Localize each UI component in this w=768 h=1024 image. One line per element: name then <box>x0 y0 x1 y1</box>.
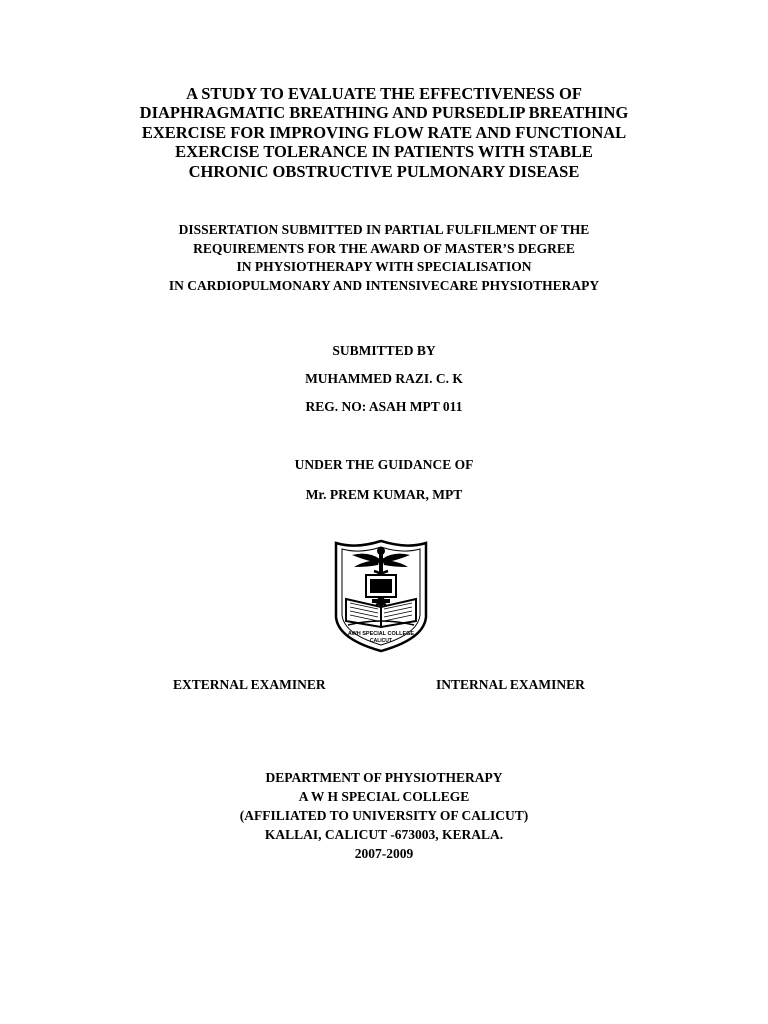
department-block <box>0 768 768 863</box>
internal-examiner-label: INTERNAL EXAMINER <box>436 677 585 692</box>
logo-text-top: AWH SPECIAL COLLEGE <box>347 631 415 637</box>
department-line: DEPARTMENT OF PHYSIOTHERAPY <box>265 770 503 785</box>
submitted-by-label: SUBMITTED BY <box>332 343 436 358</box>
submission-line: REQUIREMENTS FOR THE AWARD OF MASTER’S DEGREE <box>193 240 575 256</box>
guidance-label: UNDER THE GUIDANCE OF <box>294 457 474 472</box>
student-name: MUHAMMED RAZI. C. K <box>305 371 463 386</box>
college-logo <box>330 537 432 655</box>
registration-number: REG. NO: ASAH MPT 011 <box>305 399 463 414</box>
title-line: CHRONIC OBSTRUCTIVE PULMONARY DISEASE <box>188 161 580 181</box>
guide-name: Mr. PREM KUMAR, MPT <box>305 487 463 502</box>
department-line: (AFFILIATED TO UNIVERSITY OF CALICUT) <box>239 808 529 823</box>
title-line: EXERCISE TOLERANCE IN PATIENTS WITH STABLE <box>175 142 593 162</box>
external-examiner-label: EXTERNAL EXAMINER <box>173 677 326 692</box>
submission-line: DISSERTATION SUBMITTED IN PARTIAL FULFILMENT OF THE <box>178 222 590 237</box>
submission-statement <box>0 221 768 295</box>
title-line: A STUDY TO EVALUATE THE EFFECTIVENESS OF <box>186 84 582 103</box>
thesis-title <box>0 84 768 181</box>
department-line: A W H SPECIAL COLLEGE <box>298 789 470 804</box>
submission-line: IN PHYSIOTHERAPY WITH SPECIALISATION <box>236 259 532 275</box>
academic-year: 2007-2009 <box>354 846 414 861</box>
caduceus-book-emblem-icon <box>330 537 432 655</box>
department-line: KALLAI, CALICUT -673003, KERALA. <box>264 827 504 842</box>
submission-line: IN CARDIOPULMONARY AND INTENSIVECARE PHYSIOTHERAPY <box>168 277 600 293</box>
logo-text-bottom: CALICUT <box>370 638 392 644</box>
title-line: DIAPHRAGMATIC BREATHING AND PURSEDLIP BREATHING <box>139 103 629 123</box>
title-line: EXERCISE FOR IMPROVING FLOW RATE AND FUNCTIONAL <box>141 122 627 142</box>
